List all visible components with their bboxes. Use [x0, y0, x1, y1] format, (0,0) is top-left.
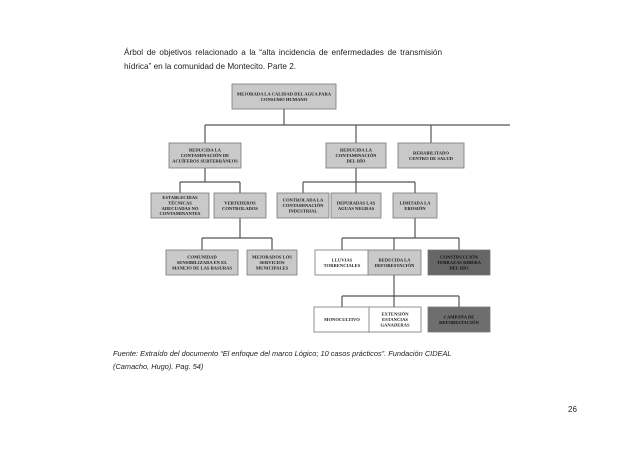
objective-box-reduc-acuiferos	[169, 143, 241, 168]
objective-box-label-line: LLUVIAS	[331, 257, 353, 263]
objective-box-label-line: COMUNIDAD	[187, 254, 217, 260]
objective-box-label-line: AGUAS NEGRAS	[337, 205, 375, 211]
objective-box-label-line: REDUCIDA LA	[188, 147, 222, 153]
objective-box-label-line: VERTEDEROS	[224, 200, 256, 206]
figure-source-note: Fuente: Extraído del documento “El enfoque del marco Lógico; 10 casos prácticos”. Fundación CIDEAL (Camacho, Hugo). Pag. 54)	[113, 349, 452, 371]
objective-box-label-line: EXTENSIÓN	[381, 311, 409, 317]
objective-box-label-line: ACUÍFEROS SUBTERRÁNEOS	[172, 158, 238, 164]
objective-box-label-line: TORRENCIALES	[323, 262, 361, 268]
objective-box-label-line: DEL RÍO	[449, 265, 469, 271]
objective-box-label-line: CONTROLADOS	[222, 205, 258, 211]
objective-box-vertederos	[214, 193, 266, 218]
objective-box-mejorados	[247, 250, 297, 275]
figure-caption: Árbol de objetivos relacionado a la “alta incidencia de enfermedades de transmisión hídrica” en la comunidad de Montecito. Parte 2.	[124, 48, 442, 71]
objective-box-label-line: CONTROLADA LA	[282, 197, 324, 203]
objective-box-label-line: EROSIÓN	[404, 205, 426, 211]
objective-box-label-line: DEFORESTACIÓN	[374, 262, 415, 268]
objective-box-label-line: CENTRO DE SALUD	[409, 155, 453, 161]
objective-box-label-line: ESTANCIAS	[382, 317, 408, 323]
objective-box-label-line: SENSIBILIZADA EN EL	[176, 260, 228, 266]
objective-box-label-line: INDUSTRIAL	[288, 208, 318, 214]
objective-box-label-line: ADECUADAS NO	[161, 205, 199, 211]
objective-box-label-line: GANADERAS	[380, 322, 410, 328]
objective-box-comunidad	[166, 250, 238, 275]
objective-box-label-line: CONTAMINACIÓN	[282, 203, 324, 209]
objective-box-label-line: CONTAMINACIÓN	[335, 153, 377, 159]
objective-box-label-line: SERVICIOS	[259, 260, 285, 266]
objective-box-label-line: REFORESTACIÓN	[439, 319, 479, 325]
objective-box-reduc-rio	[326, 143, 386, 168]
objective-box-label-line: CONSTRUCCIÓN	[440, 254, 478, 260]
objective-box-campana	[428, 307, 490, 332]
objective-box-label-line: ESTABLECIDAS	[162, 195, 198, 200]
objective-box-lluvias	[315, 250, 369, 275]
objective-box-label-line: TERRAZAS RIBERA	[436, 260, 482, 266]
objective-box-letrinas	[151, 193, 209, 218]
objective-box-deforestacion	[368, 250, 421, 275]
objective-box-limitada	[393, 193, 437, 218]
objective-box-label-line: MEJORADOS LOS	[252, 254, 292, 260]
objective-box-label-line: DEL RÍO	[346, 158, 366, 164]
objective-box-label-line: MANEJO DE LAS BASURAS	[171, 265, 233, 271]
objective-box-extension	[369, 307, 421, 332]
objective-box-terrazas	[428, 250, 490, 275]
objective-box-root	[232, 84, 336, 109]
objective-box-label-line: MUNICIPALES	[255, 265, 289, 271]
objective-box-label-line: CONTAMINACIÓN DE	[180, 153, 230, 159]
objective-box-label-line: DEPURADAS LAS	[336, 200, 376, 206]
objective-box-rehabilitado	[398, 143, 464, 168]
objective-box-label-line: CAMPAÑA DE	[443, 314, 475, 320]
objective-box-label-line: MONOCULTIVO	[324, 317, 360, 323]
objective-box-label-line: TÉCNICAS	[168, 200, 192, 206]
objective-box-label-line: LIMITADA LA	[399, 200, 431, 206]
page-number: 26	[568, 405, 577, 414]
objective-box-monocultivo	[314, 307, 370, 332]
objective-box-label-line: MEJORADA LA CALIDAD DEL AGUA PARA	[236, 91, 332, 97]
objective-box-label-line: REHABILITADO	[413, 150, 449, 156]
objective-box-depuradas	[331, 193, 381, 218]
objective-box-label-line: REDUCIDA LA	[339, 147, 373, 153]
objective-box-label-line: REDUCIDA LA	[378, 257, 411, 263]
objective-box-label-line: CONSUMO HUMANO	[260, 96, 308, 102]
objective-box-controlada	[277, 193, 329, 218]
objective-box-label-line: CONTAMINANTES	[159, 211, 201, 217]
